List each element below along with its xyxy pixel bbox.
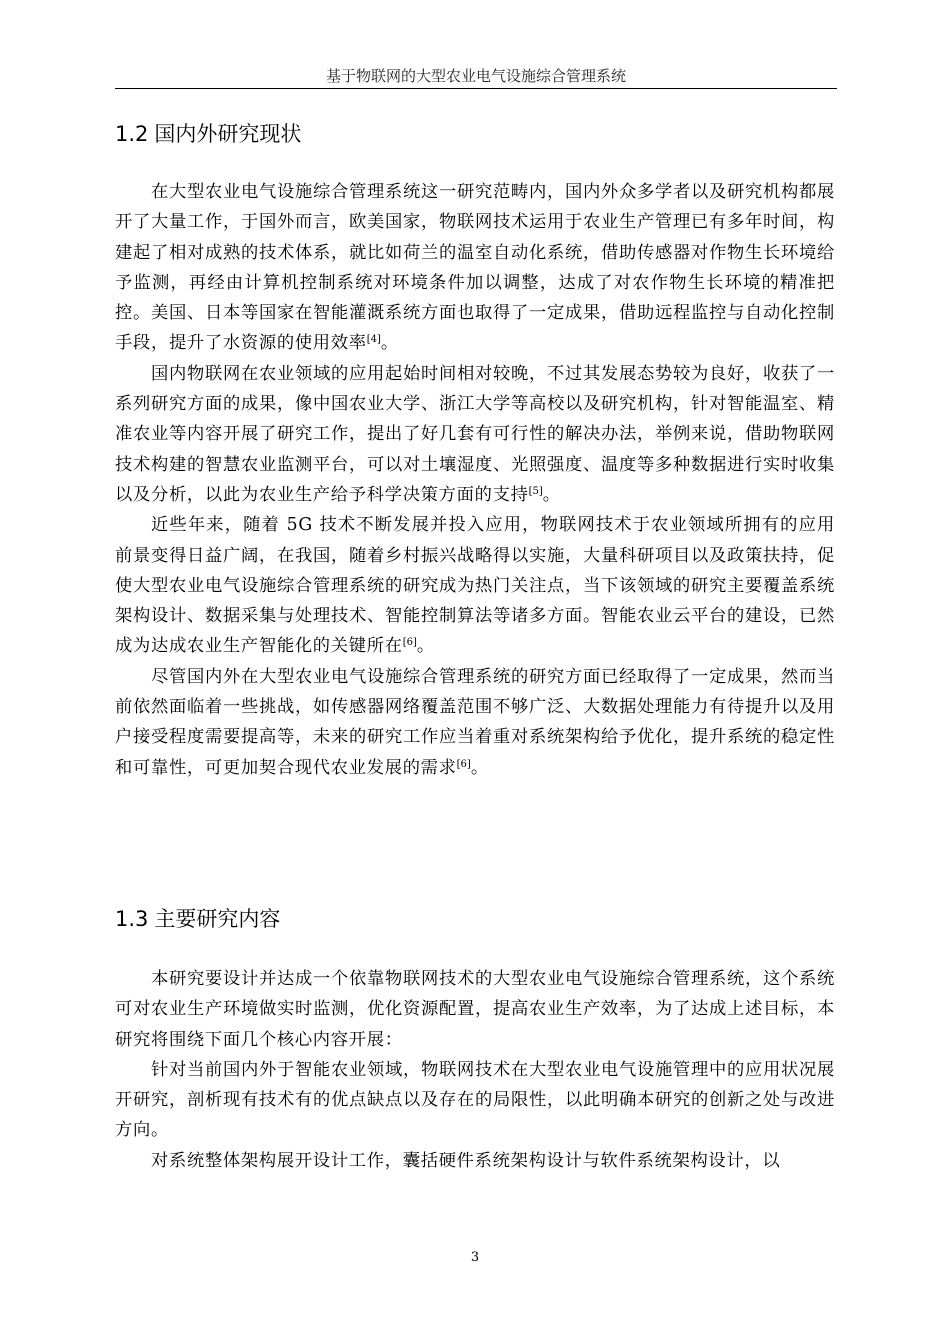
paragraph-end: 。 <box>470 757 489 778</box>
paragraph-text: 在大型农业电气设施综合管理系统这一研究范畴内，国内外众多学者以及研究机构都展开了大量工作，于国外而言，欧美国家，物联网技术运用于农业生产管理已有多年时间，构建起了相对成熟的技术体系，就比如荷兰的温室自动化系统，借助传感器对作物生长环境给予监测，再经由计算机控制系统对环境条件加以调整，达成了对农作物生长环境的精准把控。美国、日本等国家在智能灌溉系统方面也取得了一定成果，借助远程监控与自动化控制手段，提升了水资源的使用效率 <box>115 182 835 354</box>
paragraph-text: 尽管国内外在大型农业电气设施综合管理系统的研究方面已经取得了一定成果，然而当前依然面临着一些挑战，如传感器网络覆盖范围不够广泛、大数据处理能力有待提升以及用户接受程度需要提高等，未来的研究工作应当着重对系统架构给予优化，提升系统的稳定性和可靠性，可更加契合现代农业发展的需求 <box>115 666 835 778</box>
paragraph <box>115 1146 835 1176</box>
paragraph-end: 。 <box>542 484 561 505</box>
section-number: 1.2 <box>115 122 149 146</box>
section-number: 1.3 <box>115 907 149 931</box>
paragraph <box>115 1055 835 1146</box>
citation: [4] <box>366 334 381 346</box>
paragraph-text: 对系统整体架构展开设计工作，囊括硬件系统架构设计与软件系统架构设计，以 <box>151 1150 781 1171</box>
paragraph-text: 国内物联网在农业领域的应用起始时间相对较晚，不过其发展态势较为良好，收获了一系列研究方面的成果，像中国农业大学、浙江大学等高校以及研究机构，针对智能温室、精准农业等内容开展了研究工作，提出了好几套有可行性的解决办法，举例来说，借助物联网技术构建的智慧农业监测平台，可以对土壤湿度、光照强度、温度等多种数据进行实时收集以及分析，以此为农业生产给予科学决策方面的支持 <box>115 363 835 505</box>
paragraph-end: 。 <box>416 636 435 657</box>
paragraph-end: 。 <box>380 333 399 354</box>
paragraph-text: 近些年来，随着 5G 技术不断发展并投入应用，物联网技术于农业领域所拥有的应用前景变得日益广阔，在我国，随着乡村振兴战略得以实施，大量科研项目以及政策扶持，促使大型农业电气设施综合管理系统的研究成为热门关注点，当下该领域的研究主要覆盖系统架构设计、数据采集与处理技术、智能控制算法等诸多方面。智能农业云平台的建设，已然成为达成农业生产智能化的关键所在 <box>115 515 835 657</box>
section-title: 国内外研究现状 <box>154 122 302 146</box>
paragraph <box>115 964 835 1055</box>
section-heading-1-3 <box>115 905 280 933</box>
section-title: 主要研究内容 <box>154 907 281 931</box>
paragraph-text: 本研究要设计并达成一个依靠物联网技术的大型农业电气设施综合管理系统，这个系统可对农业生产环境做实时监测，优化资源配置，提高农业生产效率，为了达成上述目标，本研究将围绕下面几个核心内容开展： <box>115 969 835 1050</box>
header-rule <box>115 88 837 89</box>
section-1-2-body <box>115 177 835 783</box>
paragraph-text: 针对当前国内外于智能农业领域，物联网技术在大型农业电气设施管理中的应用状况展开研究，剖析现有技术有的优点缺点以及存在的局限性，以此明确本研究的创新之处与改进方向。 <box>115 1059 835 1141</box>
section-1-3-body <box>115 964 835 1176</box>
running-header: 基于物联网的大型农业电气设施综合管理系统 <box>325 67 626 85</box>
paragraph <box>115 359 835 510</box>
citation: [5] <box>528 485 543 497</box>
paragraph <box>115 177 835 359</box>
citation: [6] <box>456 758 471 770</box>
citation: [6] <box>402 637 417 649</box>
page-number: 3 <box>470 1250 480 1265</box>
section-heading-1-2 <box>115 120 301 148</box>
paragraph <box>115 662 835 783</box>
paragraph <box>115 510 835 661</box>
